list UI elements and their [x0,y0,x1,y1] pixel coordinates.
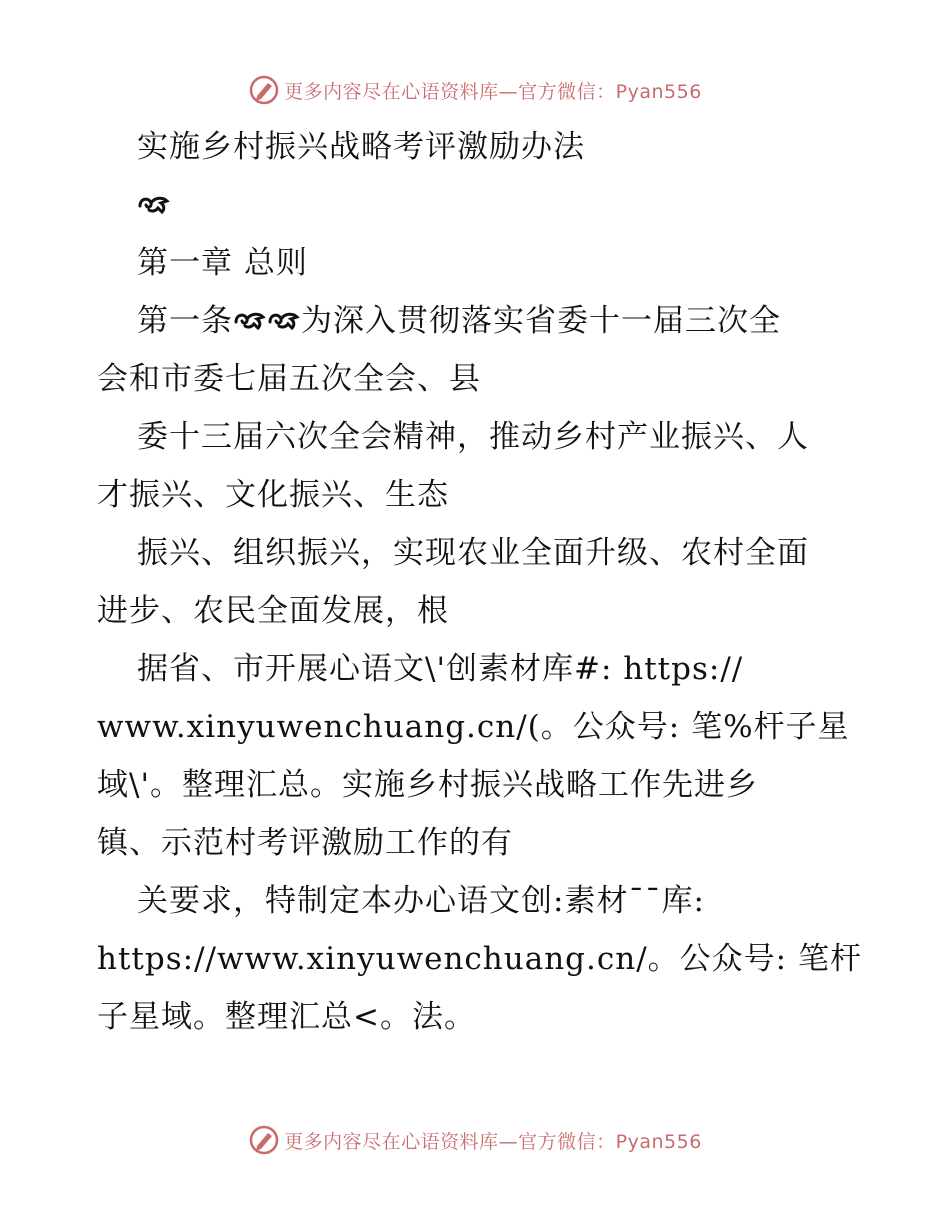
document-body [97,118,862,1046]
article-first-line [97,292,857,350]
ornament-line [97,176,857,234]
body-line: 据省、市开展心语文\'创素材库#: https:// [137,651,744,687]
scroll-ornament-icon [233,307,267,333]
body-line: 进步、农民全面发展，根 [97,593,449,629]
scroll-ornament-icon [137,191,171,217]
article-label: 第一条 [137,303,233,339]
body-line: 关要求，特制定本办心语文创:素材¯¯库: [137,883,705,919]
body-line: 域\'。整理汇总。实施乡村振兴战略工作先进乡 [97,767,758,803]
body-line: www.xinyuwenchuang.cn/(。公众号: 笔%杆子星 [97,709,850,745]
body-line: 委十三届六次全会精神，推动乡村产业振兴、人 [137,419,809,455]
body-text: 为深入贯彻落实省委十一届三次全 [301,303,781,339]
pen-logo-icon [248,1124,280,1156]
header-watermark-text: 更多内容尽在心语资料库—官方微信：Pyan556 [284,80,702,103]
chapter-heading: 第一章 总则 [137,245,308,281]
pen-logo-icon [248,74,280,106]
document-title: 实施乡村振兴战略考评激励办法 [137,129,585,165]
body-line: 镇、示范村考评激励工作的有 [97,825,513,861]
header-watermark-banner [0,70,950,110]
body-line: 才振兴、文化振兴、生态 [97,477,449,513]
body-line: 振兴、组织振兴，实现农业全面升级、农村全面 [137,535,809,571]
footer-watermark-banner [0,1120,950,1160]
body-line: 会和市委七届五次全会、县 [97,361,481,397]
body-line: https://www.xinyuwenchuang.cn/。公众号: 笔杆 [97,941,862,977]
scroll-ornament-icon [267,307,301,333]
footer-watermark-text: 更多内容尽在心语资料库—官方微信：Pyan556 [284,1130,702,1153]
body-line: 子星域。整理汇总<。法。 [97,999,476,1035]
